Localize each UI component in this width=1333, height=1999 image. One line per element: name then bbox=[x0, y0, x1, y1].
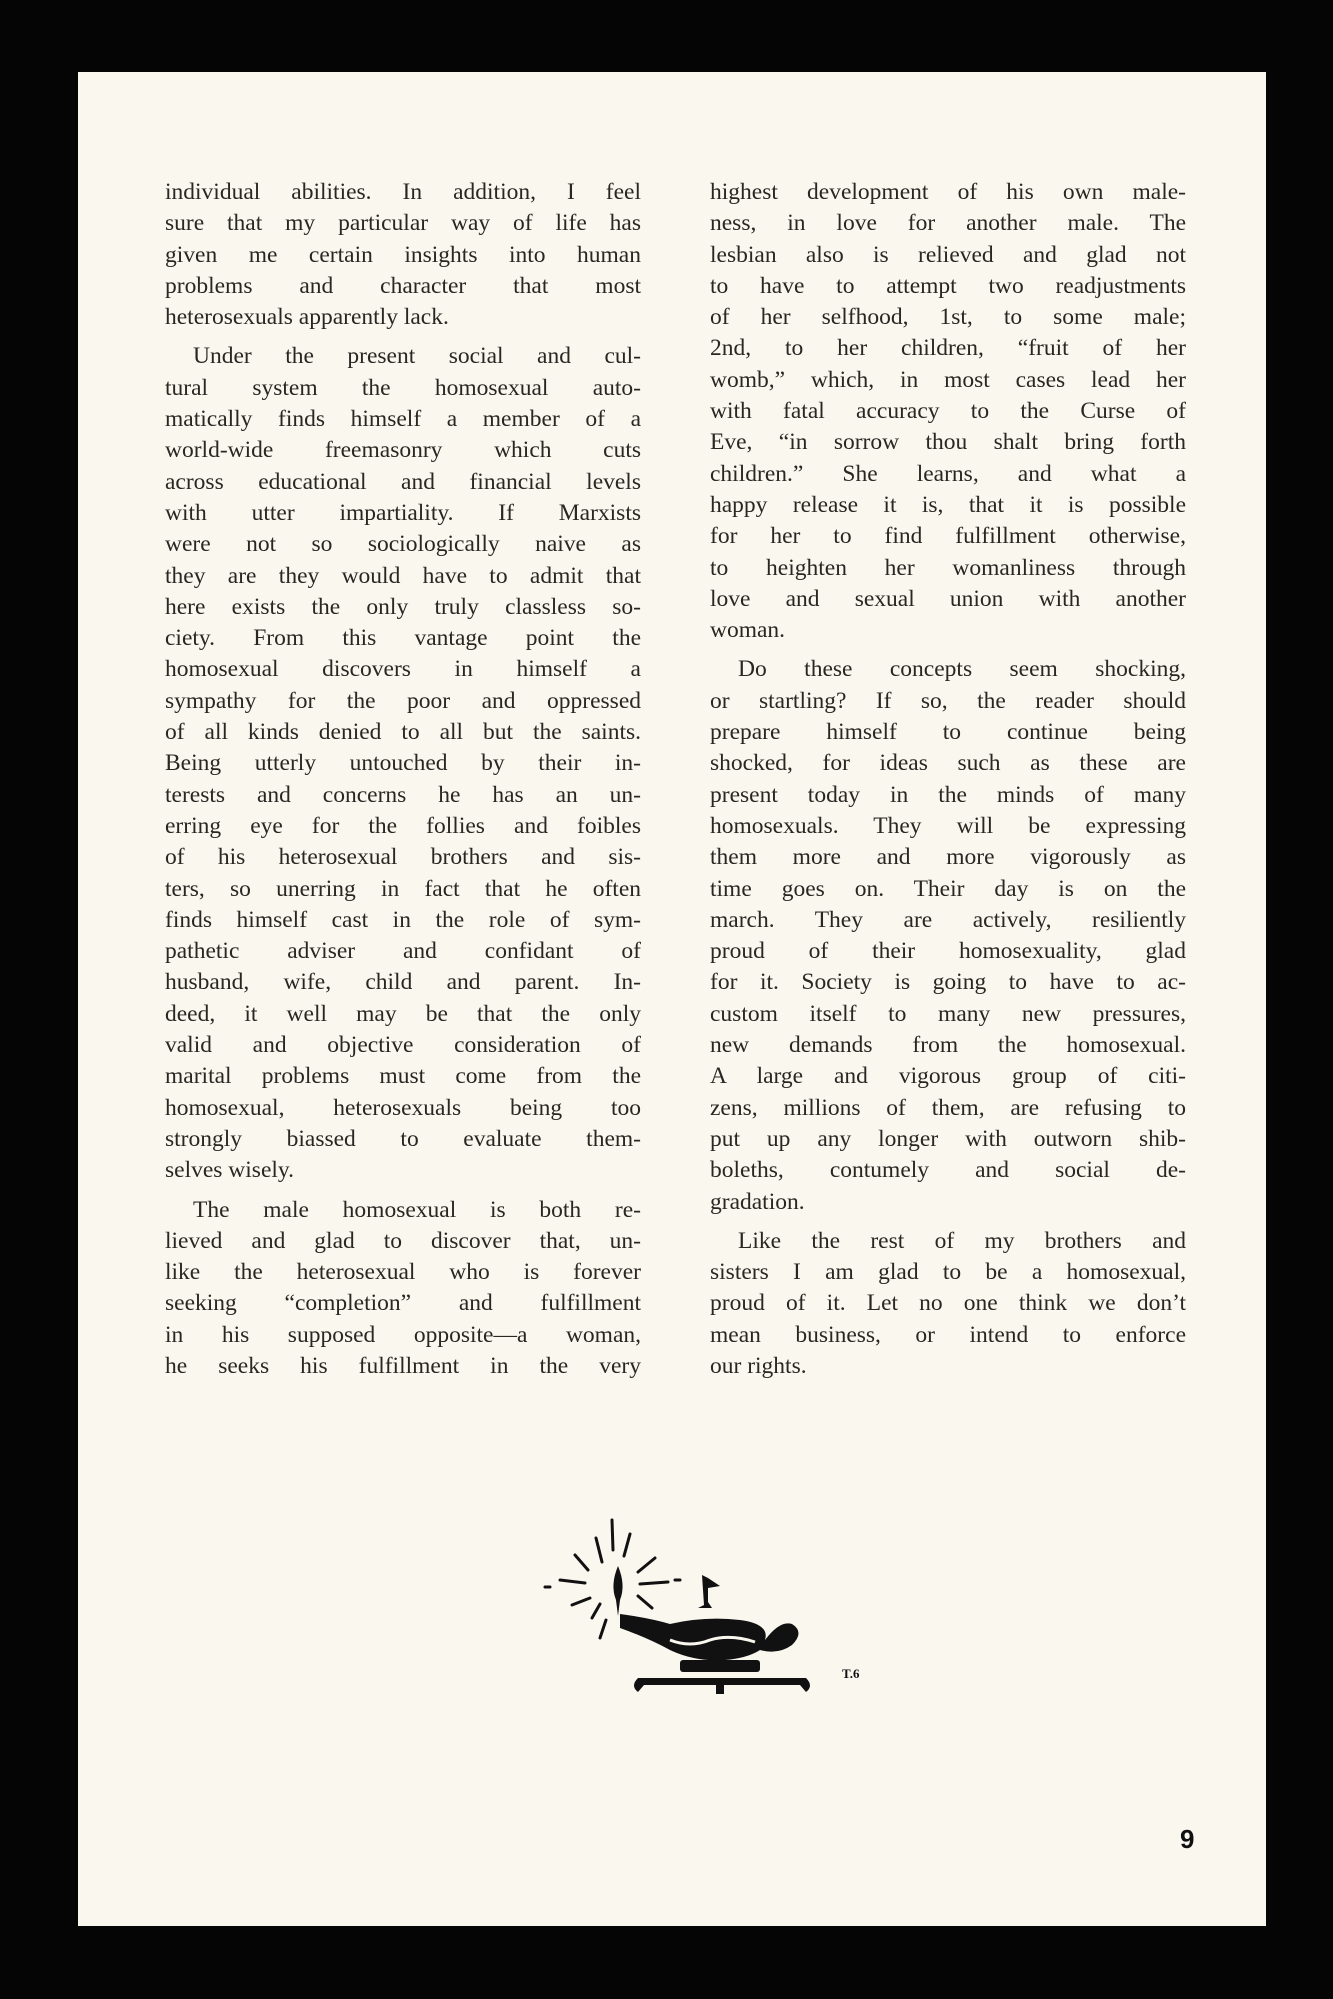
text-line: sure that my particular way of life has bbox=[165, 210, 641, 237]
paragraph bbox=[710, 1226, 1186, 1382]
flame-icon bbox=[613, 1566, 622, 1616]
text-line: for her to find fulfillment otherwise, bbox=[710, 523, 1186, 550]
paragraph bbox=[165, 177, 641, 333]
text-line: in his supposed opposite—a woman, bbox=[165, 1321, 641, 1348]
text-line: homosexual, heterosexuals being too bbox=[165, 1094, 641, 1121]
text-line: terests and concerns he has an un- bbox=[165, 781, 641, 808]
text-line: love and sexual union with another bbox=[710, 585, 1186, 612]
text-line: deed, it well may be that the only bbox=[165, 1000, 641, 1027]
text-line: womb,” which, in most cases lead her bbox=[710, 366, 1186, 393]
text-line: Like the rest of my brothers and bbox=[738, 1227, 1186, 1254]
text-line: Eve, “in sorrow thou shalt bring forth bbox=[710, 429, 1186, 456]
text-column-right bbox=[710, 177, 1186, 1390]
text-line: matically finds himself a member of a bbox=[165, 406, 641, 433]
text-line: problems and character that most bbox=[165, 272, 641, 299]
text-column-left bbox=[165, 177, 641, 1390]
text-line: or startling? If so, the reader should bbox=[710, 687, 1186, 714]
text-line: woman. bbox=[710, 617, 786, 644]
text-line: to heighten her womanliness through bbox=[710, 554, 1186, 581]
text-line: put up any longer with outworn shib- bbox=[710, 1125, 1186, 1152]
paragraph bbox=[165, 341, 641, 1186]
text-line: with fatal accuracy to the Curse of bbox=[710, 398, 1186, 425]
text-line: lieved and glad to discover that, un- bbox=[165, 1227, 641, 1254]
text-line: valid and objective consideration of bbox=[165, 1032, 641, 1059]
text-line: selves wisely. bbox=[165, 1157, 295, 1184]
text-line: across educational and financial levels bbox=[165, 468, 641, 495]
text-line: here exists the only truly classless so- bbox=[165, 593, 641, 620]
text-line: ciety. From this vantage point the bbox=[165, 625, 641, 652]
text-line: seeking “completion” and fulfillment bbox=[165, 1290, 641, 1317]
text-line: sisters I am glad to be a homosexual, bbox=[710, 1259, 1186, 1286]
text-line: with utter impartiality. If Marxists bbox=[165, 499, 641, 526]
text-line: A large and vigorous group of citi- bbox=[710, 1063, 1186, 1090]
text-line: erring eye for the follies and foibles bbox=[165, 812, 641, 839]
artist-signature: T.6 bbox=[842, 1666, 860, 1681]
text-line: Do these concepts seem shocking, bbox=[738, 656, 1186, 683]
text-line: ters, so unerring in fact that he often bbox=[165, 875, 641, 902]
text-line: children.” She learns, and what a bbox=[710, 460, 1186, 487]
text-line: world-wide freemasonry which cuts bbox=[165, 437, 641, 464]
text-line: like the heterosexual who is forever bbox=[165, 1259, 641, 1286]
paragraph bbox=[710, 654, 1186, 1217]
text-line: boleths, contumely and social de- bbox=[710, 1157, 1186, 1184]
text-line: homosexuals. They will be expressing bbox=[710, 812, 1186, 839]
text-line: Under the present social and cul- bbox=[193, 343, 641, 370]
text-line: of his heterosexual brothers and sis- bbox=[165, 844, 641, 871]
text-line: them more and more vigorously as bbox=[710, 844, 1186, 871]
text-line: march. They are actively, resiliently bbox=[710, 906, 1186, 933]
text-line: for it. Society is going to have to ac- bbox=[710, 969, 1186, 996]
text-line: The male homosexual is both re- bbox=[193, 1196, 641, 1223]
page-number: 9 bbox=[1180, 1824, 1195, 1854]
text-line: given me certain insights into human bbox=[165, 241, 641, 268]
text-line: zens, millions of them, are refusing to bbox=[710, 1094, 1186, 1121]
text-line: were not so sociologically naive as bbox=[165, 531, 641, 558]
text-line: husband, wife, child and parent. In- bbox=[165, 969, 641, 996]
text-line: 2nd, to her children, “fruit of her bbox=[710, 335, 1186, 362]
text-line: ness, in love for another male. The bbox=[710, 210, 1186, 237]
paragraph bbox=[710, 177, 1186, 646]
text-line: proud of their homosexuality, glad bbox=[710, 938, 1186, 965]
text-line: our rights. bbox=[710, 1352, 807, 1379]
text-line: of her selfhood, 1st, to some male; bbox=[710, 304, 1186, 331]
text-line: gradation. bbox=[710, 1188, 805, 1215]
oil-lamp-illustration bbox=[520, 1490, 880, 1710]
text-line: to have to attempt two readjustments bbox=[710, 272, 1186, 299]
text-line: time goes on. Their day is on the bbox=[710, 875, 1186, 902]
text-line: proud of it. Let no one think we don’t bbox=[710, 1290, 1186, 1317]
text-line: new demands from the homosexual. bbox=[710, 1032, 1186, 1059]
text-line: custom itself to many new pressures, bbox=[710, 1000, 1186, 1027]
text-line: pathetic adviser and confidant of bbox=[165, 938, 641, 965]
text-line: homosexual discovers in himself a bbox=[165, 656, 641, 683]
text-line: happy release it is, that it is possible bbox=[710, 491, 1186, 518]
text-line: Being utterly untouched by their in- bbox=[165, 750, 641, 777]
text-line: sympathy for the poor and oppressed bbox=[165, 687, 641, 714]
text-line: shocked, for ideas such as these are bbox=[710, 750, 1186, 777]
lamp-body bbox=[620, 1614, 799, 1660]
document-page bbox=[78, 72, 1266, 1926]
text-line: of all kinds denied to all but the saints. bbox=[165, 719, 641, 746]
text-line: lesbian also is relieved and glad not bbox=[710, 241, 1186, 268]
text-line: finds himself cast in the role of sym- bbox=[165, 906, 641, 933]
text-line: highest development of his own male- bbox=[710, 179, 1186, 205]
paragraph bbox=[165, 1195, 641, 1383]
text-line: prepare himself to continue being bbox=[710, 719, 1186, 746]
text-line: he seeks his fulfillment in the very bbox=[165, 1352, 641, 1379]
text-line: tural system the homosexual auto- bbox=[165, 374, 641, 401]
text-line: they are they would have to admit that bbox=[165, 562, 641, 589]
text-line: strongly biassed to evaluate them- bbox=[165, 1125, 641, 1152]
text-line: individual abilities. In addition, I feel bbox=[165, 179, 641, 205]
text-line: marital problems must come from the bbox=[165, 1063, 641, 1090]
text-line: mean business, or intend to enforce bbox=[710, 1321, 1186, 1348]
light-rays-icon bbox=[545, 1520, 680, 1638]
text-line: heterosexuals apparently lack. bbox=[165, 304, 449, 331]
text-line: present today in the minds of many bbox=[710, 781, 1186, 808]
